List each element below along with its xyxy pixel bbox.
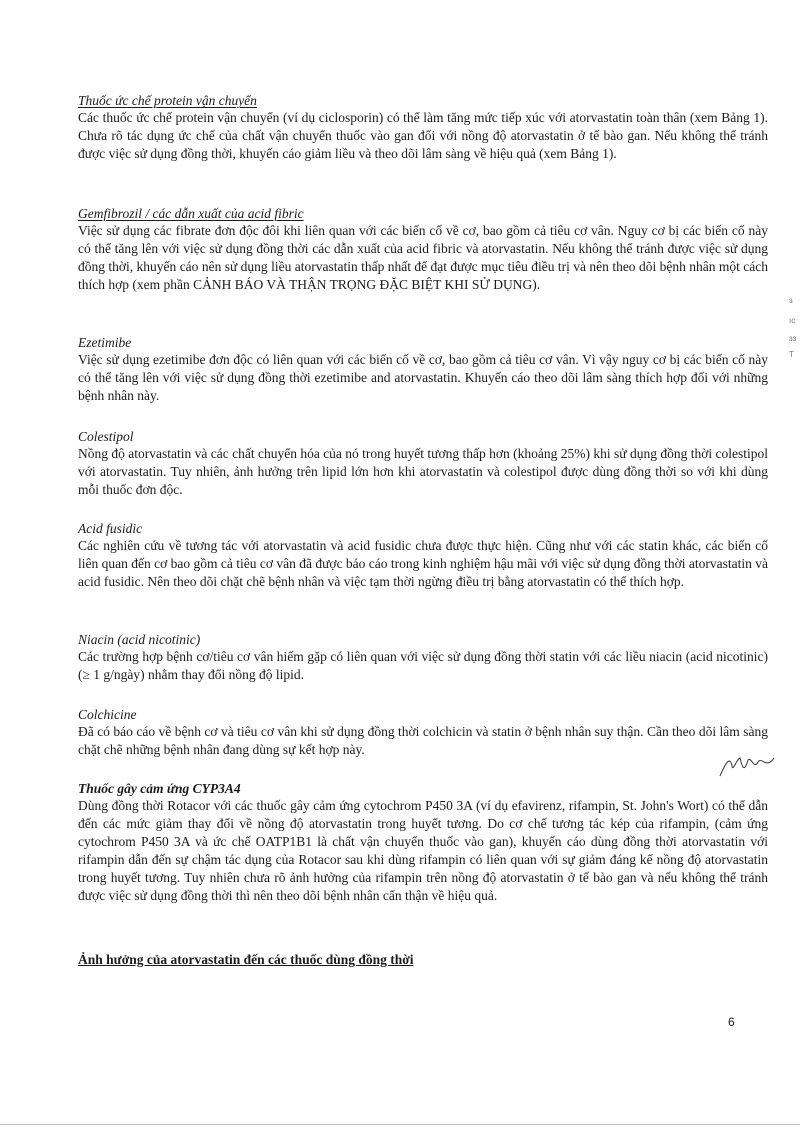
section-ezetimibe [78,334,768,405]
margin-scan-mark: T [789,350,794,359]
page-number: 6 [728,1015,735,1029]
section-heading: Niacin (acid nicotinic) [78,632,201,647]
section-heading: Acid fusidic [78,521,143,536]
section-text: Đã có báo cáo về bệnh cơ và tiêu cơ vân khi sử dụng đồng thời colchicin và statin ở bệnh nhân suy thận. Cần theo dõi lâm sàng chặt chẽ những bệnh nhân đang dùng sự kết hợp này. [78,724,768,757]
handwritten-signature [718,752,778,782]
margin-scan-mark: ɜ [789,296,793,305]
section-text: Việc sử dụng các fibrate đơn độc đôi khi liên quan với các biến cố về cơ, bao gồm cả tiêu cơ vân. Nguy cơ bị các biến cố này có thể tăng lên với việc sử dụng đồng thời các dẫn xuất của acid fibric và atorvastatin. Nếu không thể tránh được việc sử dụng đồng thời, khuyến cáo nên sử dụng liều atorvastatin thấp nhất để đạt được mục tiêu điều trị và nên theo dõi bệnh nhân một cách thích hợp (xem phần CẢNH BÁO VÀ THẬN TRỌNG ĐẶC BIỆT KHI SỬ DỤNG). [78,223,768,292]
section-colestipol [78,428,768,499]
section-gemfibrozil [78,205,768,294]
section-text: Các thuốc ức chế protein vận chuyển (ví dụ ciclosporin) có thể làm tăng mức tiếp xúc với atorvastatin toàn thân (xem Bảng 1). Chưa rõ tác dụng ức chế của chất vận chuyển thuốc vào gan đối với nồng độ atorvastatin ở tế bào gan. Nếu không thể tránh được việc sử dụng đồng thời, khuyến cáo giảm liều và theo dõi lâm sàng về hiệu quả (xem Bảng 1). [78,110,768,161]
section-text: Các nghiên cứu về tương tác với atorvastatin và acid fusidic chưa được thực hiện. Cũng như với các statin khác, các biến cố liên quan đến cơ bao gồm cả tiêu cơ vân đã được báo cáo trong kinh nghiệm hậu mãi với việc sử dụng đồng thời atorvastatin và acid fusidic. Nên theo dõi chặt chẽ bệnh nhân và việc tạm thời ngừng điều trị bằng atorvastatin có thể thích hợp. [78,538,768,589]
section-heading: Ezetimibe [78,335,132,350]
section-heading: Thuốc ức chế protein vận chuyển [78,93,257,108]
section-text: Dùng đồng thời Rotacor với các thuốc gây cảm ứng cytochrom P450 3A (ví dụ efavirenz, rifampin, St. John's Wort) có thể dẫn đến các mức giảm thay đổi về nồng độ atorvastatin trong huyết tương. Do cơ chế tương tác kép của rifampin, (cảm ứng cytochrom P450 3A và ức chế OATP1B1 là chất vận chuyển thuốc vào gan), khuyến cáo dùng đồng thời atorvastatin với rifampin dẫn đến sự chậm tác dụng của Rotacor sau khi dùng rifampin có liên quan với sự giảm đáng kể nồng độ atorvastatin trong huyết tương. Tuy nhiên chưa rõ ảnh hưởng của rifampin trên nồng độ atorvastatin ở tế bào gan và nếu không thể tránh được việc sử dụng đồng thời thì nên theo dõi bệnh nhân cẩn thận về hiệu quả. [78,798,768,903]
margin-scan-mark: ɜɜ [789,334,797,343]
section-text: Các trường hợp bệnh cơ/tiêu cơ vân hiếm gặp có liên quan với việc sử dụng đồng thời statin với các liều niacin (acid nicotinic) (≥ 1 g/ngày) nhằm thay đổi nồng độ lipid. [78,649,768,682]
section-heading: Gemfibrozil / các dẫn xuất của acid fibric [78,206,304,221]
section-cyp3a4-inducers [78,780,768,905]
section-heading: Thuốc gây cảm ứng CYP3A4 [78,781,241,796]
scan-edge-line [0,1124,800,1125]
section-text: Nồng độ atorvastatin và các chất chuyển hóa của nó trong huyết tương thấp hơn (khoảng 25%) khi sử dụng đồng thời colestipol với atorvastatin. Tuy nhiên, ảnh hưởng trên lipid lớn hơn khi atorvastatin và colestipol được dùng đồng thời so với khi dùng mỗi thuốc đơn độc. [78,446,768,497]
margin-scan-mark: ıc [789,316,796,325]
next-section-heading: Ảnh hưởng của atorvastatin đến các thuốc dùng đồng thời [78,952,414,967]
section-transport-inhibitors [78,92,768,163]
section-text: Việc sử dụng ezetimibe đơn độc có liên quan với các biến cố về cơ, bao gồm cả tiêu cơ vân. Vì vậy nguy cơ bị các biến cố này có thể tăng lên với việc sử dụng đồng thời ezetimibe and atorvastatin. Khuyến cáo theo dõi lâm sàng thích hợp đối với những bệnh nhân này. [78,352,768,403]
section-acid-fusidic [78,520,768,591]
section-colchicine [78,706,768,759]
section-niacin [78,631,768,684]
section-heading: Colchicine [78,707,137,722]
section-heading: Colestipol [78,429,134,444]
